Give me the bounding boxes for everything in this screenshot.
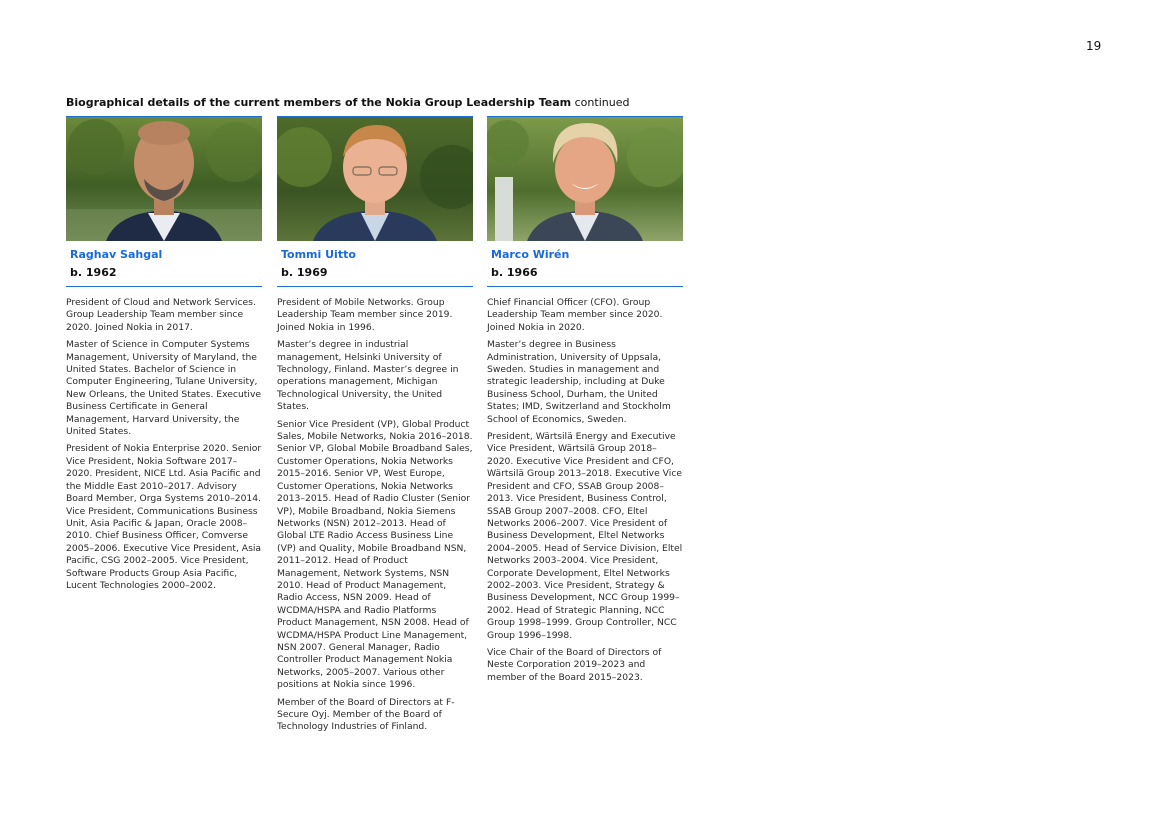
bio-paragraph: President of Cloud and Network Services. Group Leadership Team member since 2020. Joined Nokia in 2017.	[66, 297, 256, 333]
name-block	[66, 241, 262, 287]
member-name: Marco Wirén	[491, 248, 570, 261]
name-block	[487, 241, 683, 287]
bio-paragraph: President of Nokia Enterprise 2020. Senior Vice President, Nokia Software 2017–2020. President, NICE Ltd. Asia Pacific and the Middle East 2010–2017. Advisory Board Member, Orga Systems 2010–2014. Vice President, Communications Business Unit, Asia Pacific & Japan, Oracle 2008–2010. Chief Business Officer, Comverse 2005–2006. Executive Vice President, Asia Pacific, CSG 2002–2005. Vice President, Software Products Group Asia Pacific, Lucent Technologies 2000–2002.	[66, 443, 262, 591]
member-card-raghav-sahgal	[66, 116, 262, 597]
portrait-photo	[277, 116, 473, 241]
bio-paragraph: Member of the Board of Directors at F-Secure Oyj. Member of the Board of Technology Industries of Finland.	[277, 696, 455, 733]
portrait-photo	[487, 116, 683, 241]
bio-paragraph: President, Wärtsilä Energy and Executive Vice President, Wärtsilä Group 2018–2020. Executive Vice President and CFO, Wärtsilä Group 2013–2018. Executive Vice President and CFO, SSAB Group 2008–2013. Vice President, Business Control, SSAB Group 2007–2008. CFO, Eltel Networks 2006–2007. Vice President of Business Development, Eltel Networks 2004–2005. Head of Service Division, Eltel Networks 2003–2004. Vice President, Corporate Development, Eltel Networks 2002–2003. Vice President, Strategy & Business Development, NCC Group 1999–2002. Head of Strategic Planning, NCC Group 1998–1999. Group Controller, NCC Group 1996–1998.	[487, 431, 683, 641]
birth-year: b. 1969	[281, 266, 328, 279]
heading-bold: Biographical details of the current members of the Nokia Group Leadership Team	[66, 96, 572, 109]
heading-continued: continued	[571, 96, 630, 109]
bio-paragraph: Master’s degree in Business Administration, University of Uppsala, Sweden. Studies in management and strategic leadership, including at Duke Business School, Durham, the United States; IMD, Switzerland and Stockholm School of Economics, Sweden.	[487, 339, 671, 425]
section-heading	[66, 96, 629, 109]
member-name: Raghav Sahgal	[70, 248, 163, 261]
portrait-photo	[66, 116, 262, 241]
birth-year: b. 1966	[491, 266, 538, 279]
bio-paragraph: Senior Vice President (VP), Global Product Sales, Mobile Networks, Nokia 2016–2018. Senior VP, Global Mobile Broadband Sales, Customer Operations, Nokia Networks 2015–2016. Senior VP, West Europe, Customer Operations, Nokia Networks 2013–2015. Head of Radio Cluster (Senior VP), Mobile Broadband, Nokia Siemens Networks (NSN) 2012–2013. Head of Global LTE Radio Access Business Line (VP) and Quality, Mobile Broadband NSN, 2011–2012. Head of Product Management, Network Systems, NSN 2010. Head of Product Management, Radio Access, NSN 2009. Head of WCDMA/HSPA and Radio Platforms Product Management, NSN 2008. Head of WCDMA/HSPA Product Line Management, NSN 2007. General Manager, Radio Controller Product Management Nokia Networks, 2005–2007. Various other positions at Nokia since 1996.	[277, 418, 473, 691]
birth-year: b. 1962	[70, 266, 117, 279]
biography	[487, 297, 683, 684]
member-card-marco-wiren	[487, 116, 683, 689]
biography	[277, 297, 473, 734]
bio-paragraph: President of Mobile Networks. Group Leadership Team member since 2019. Joined Nokia in 1996.	[277, 297, 453, 333]
bio-paragraph: Master of Science in Computer Systems Management, University of Maryland, the United States. Bachelor of Science in Computer Engineering, Tulane University, New Orleans, the United States. Executive Business Certificate in General Management, Harvard University, the United States.	[66, 339, 262, 438]
bio-paragraph: Master’s degree in industrial management, Helsinki University of Technology, Finland. Master’s degree in operations management, Michigan Technological University, the United States.	[277, 339, 459, 413]
member-card-tommi-uitto	[277, 116, 473, 739]
name-block	[277, 241, 473, 287]
bio-paragraph: Vice Chair of the Board of Directors of Neste Corporation 2019–2023 and member of the Board 2015–2023.	[487, 646, 662, 683]
biography	[66, 297, 262, 592]
bio-paragraph: Chief Financial Officer (CFO). Group Leadership Team member since 2020. Joined Nokia in 2020.	[487, 297, 663, 333]
page-number: 19	[1086, 39, 1102, 53]
member-name: Tommi Uitto	[281, 248, 356, 261]
